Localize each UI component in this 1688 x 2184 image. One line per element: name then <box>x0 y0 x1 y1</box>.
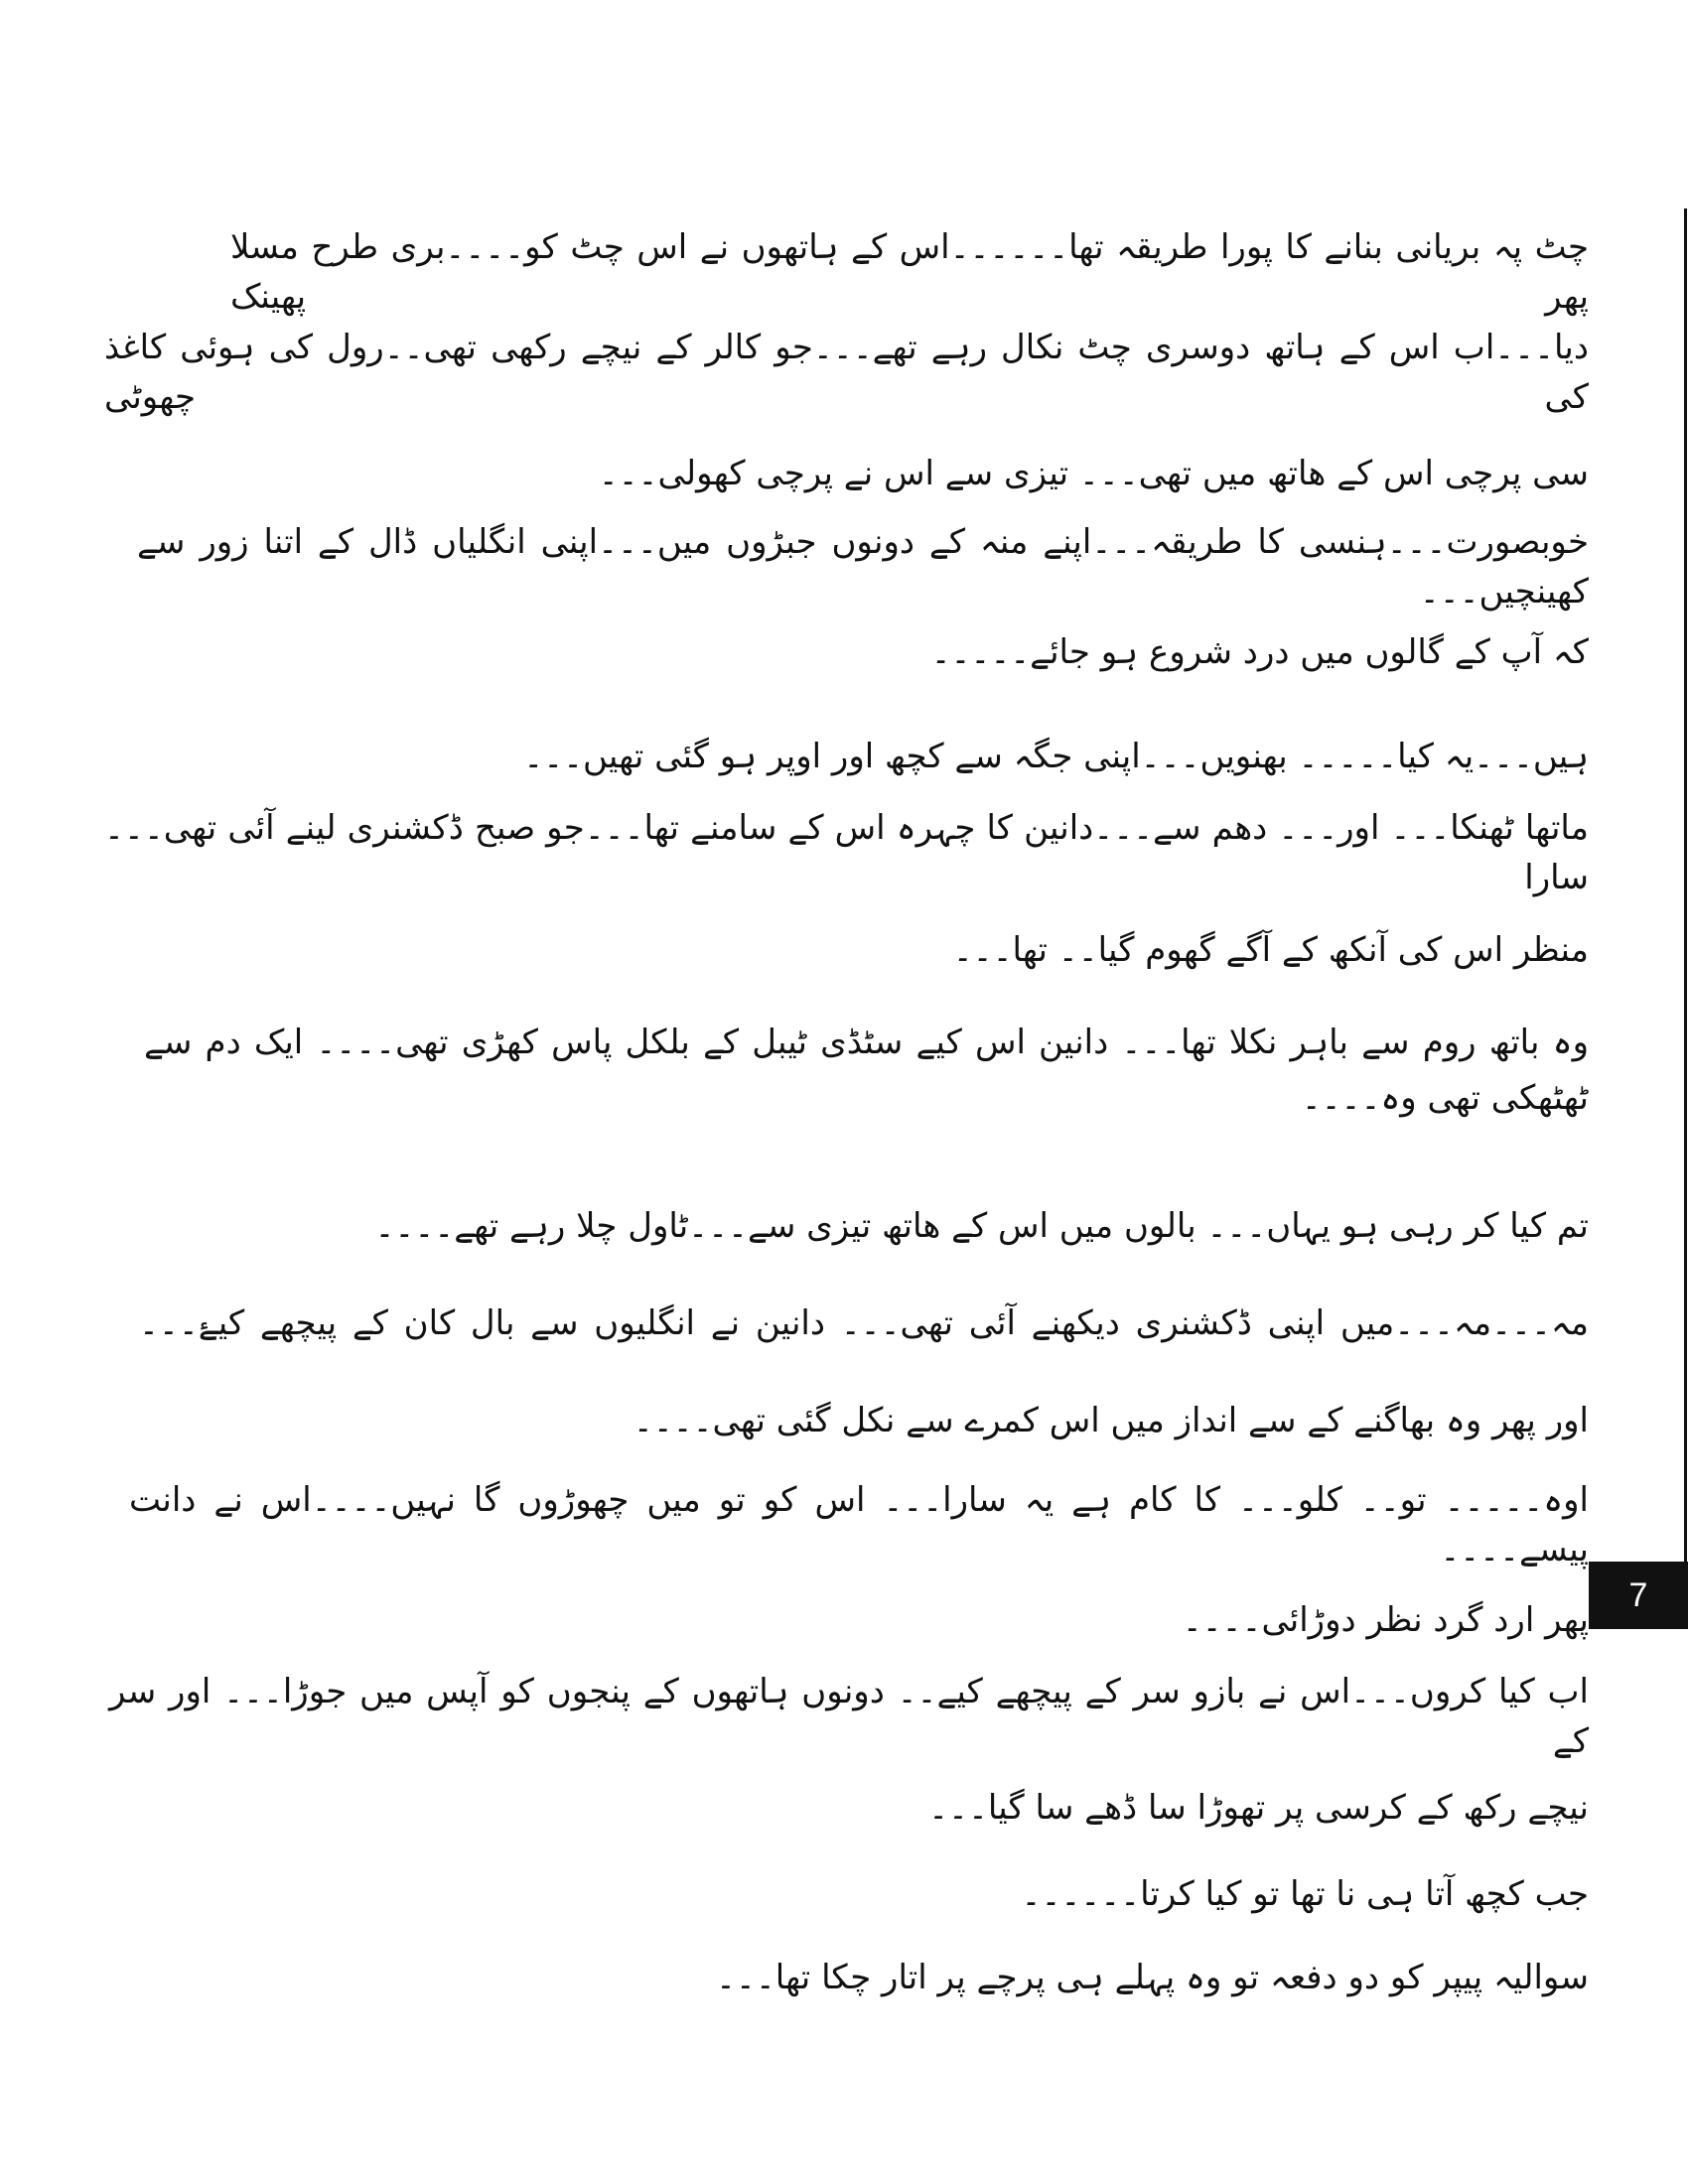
text-line: دیا۔۔۔اب اس کے ہاتھ دوسری چٹ نکال رہے تھے۔۔۔جو کالر کے نیچے رکھی تھی۔۔رول کی ہوئی کاغذ کی چھوٹی <box>104 328 1589 417</box>
text-line: خوبصورت۔۔۔ہنسی کا طریقہ۔۔۔اپنے منہ کے دونوں جبڑوں میں۔۔۔اپنی انگلیاں ڈال کے اتنا زور سے کھینچیں۔۔۔ <box>137 522 1589 612</box>
text-line: سی پرچی اس کے ھاتھ میں تھی۔۔۔ تیزی سے اس نے پرچی کھولی۔۔۔ <box>598 454 1589 493</box>
text-line: چٹ پہ بریانی بنانے کا پورا طریقہ تھا۔۔۔۔۔۔اس کے ہاتھوں نے اس چٹ کو۔۔۔۔بری طرح مسلا پھر پھینک <box>230 227 1589 317</box>
text-line: سوالیہ پیپر کو دو دفعہ تو وہ پہلے ہی پرچے پر اتار چکا تھا۔۔۔ <box>716 1958 1589 1997</box>
text-line: اوہ۔۔۔۔۔ تو۔۔ کلو۔۔۔ کا کام ہے یہ سارا۔۔۔ اس کو تو میں چھوڑوں گا نہیں۔۔۔۔اس نے دانت پیسے۔۔۔۔ <box>129 1480 1589 1570</box>
text-line: اب کیا کروں۔۔۔اس نے بازو سر کے پیچھے کیے۔۔ دونوں ہاتھوں کے پنجوں کو آپس میں جوڑا۔۔۔ اور سر کے <box>109 1672 1589 1761</box>
page-number-text: 7 <box>1628 1575 1648 1614</box>
text-line: تم کیا کر رہی ہو یہاں۔۔۔ بالوں میں اس کے ھاتھ تیزی سے۔۔۔ٹاول چلا رہے تھے۔۔۔۔ <box>374 1206 1589 1246</box>
text-line: منظر اس کی آنکھ کے آگے گھوم گیا۔۔ تھا۔۔۔ <box>952 930 1589 970</box>
text-line: پھر ارد گرد نظر دوڑائی۔۔۔۔ <box>1182 1600 1589 1640</box>
text-line: نیچے رکھ کے کرسی پر تھوڑا سا ڈھے سا گیا۔۔۔ <box>928 1788 1589 1828</box>
page-edge-rule <box>1684 208 1687 1564</box>
text-line: کہ آپ کے گالوں میں درد شروع ہو جائے۔۔۔۔۔ <box>930 632 1589 672</box>
text-line: اور پھر وہ بھاگنے کے سے انداز میں اس کمرے سے نکل گئی تھی۔۔۔۔ <box>633 1401 1589 1440</box>
text-line: وہ باتھ روم سے باہر نکلا تھا۔۔۔ دانین اس کیے سٹڈی ٹیبل کے بلکل پاس کھڑی تھی۔۔۔۔ ایک دم سے <box>144 1023 1589 1062</box>
text-line: ٹھٹھکی تھی وہ۔۔۔۔ <box>1301 1078 1589 1118</box>
text-line: ماتھا ٹھنکا۔۔۔ اور۔۔۔ دھم سے۔۔۔دانین کا چہرہ اس کے سامنے تھا۔۔۔جو صبح ڈکشنری لینے آئی تھی۔۔۔ سارا <box>104 808 1589 897</box>
text-line: جب کچھ آتا ہی نا تھا تو کیا کرتا۔۔۔۔۔۔ <box>1021 1874 1589 1914</box>
text-line: مہ۔۔۔مہ۔۔۔میں اپنی ڈکشنری دیکھنے آئی تھی۔۔۔ دانین نے انگلیوں سے بال کان کے پیچھے کیۓ۔۔۔ <box>139 1303 1589 1343</box>
text-line: ہیں۔۔۔یہ کیا۔۔۔۔۔ بھنویں۔۔۔اپنی جگہ سے کچھ اور اوپر ہو گئی تھیں۔۔۔ <box>523 737 1589 776</box>
page-number <box>1589 1562 1688 1629</box>
